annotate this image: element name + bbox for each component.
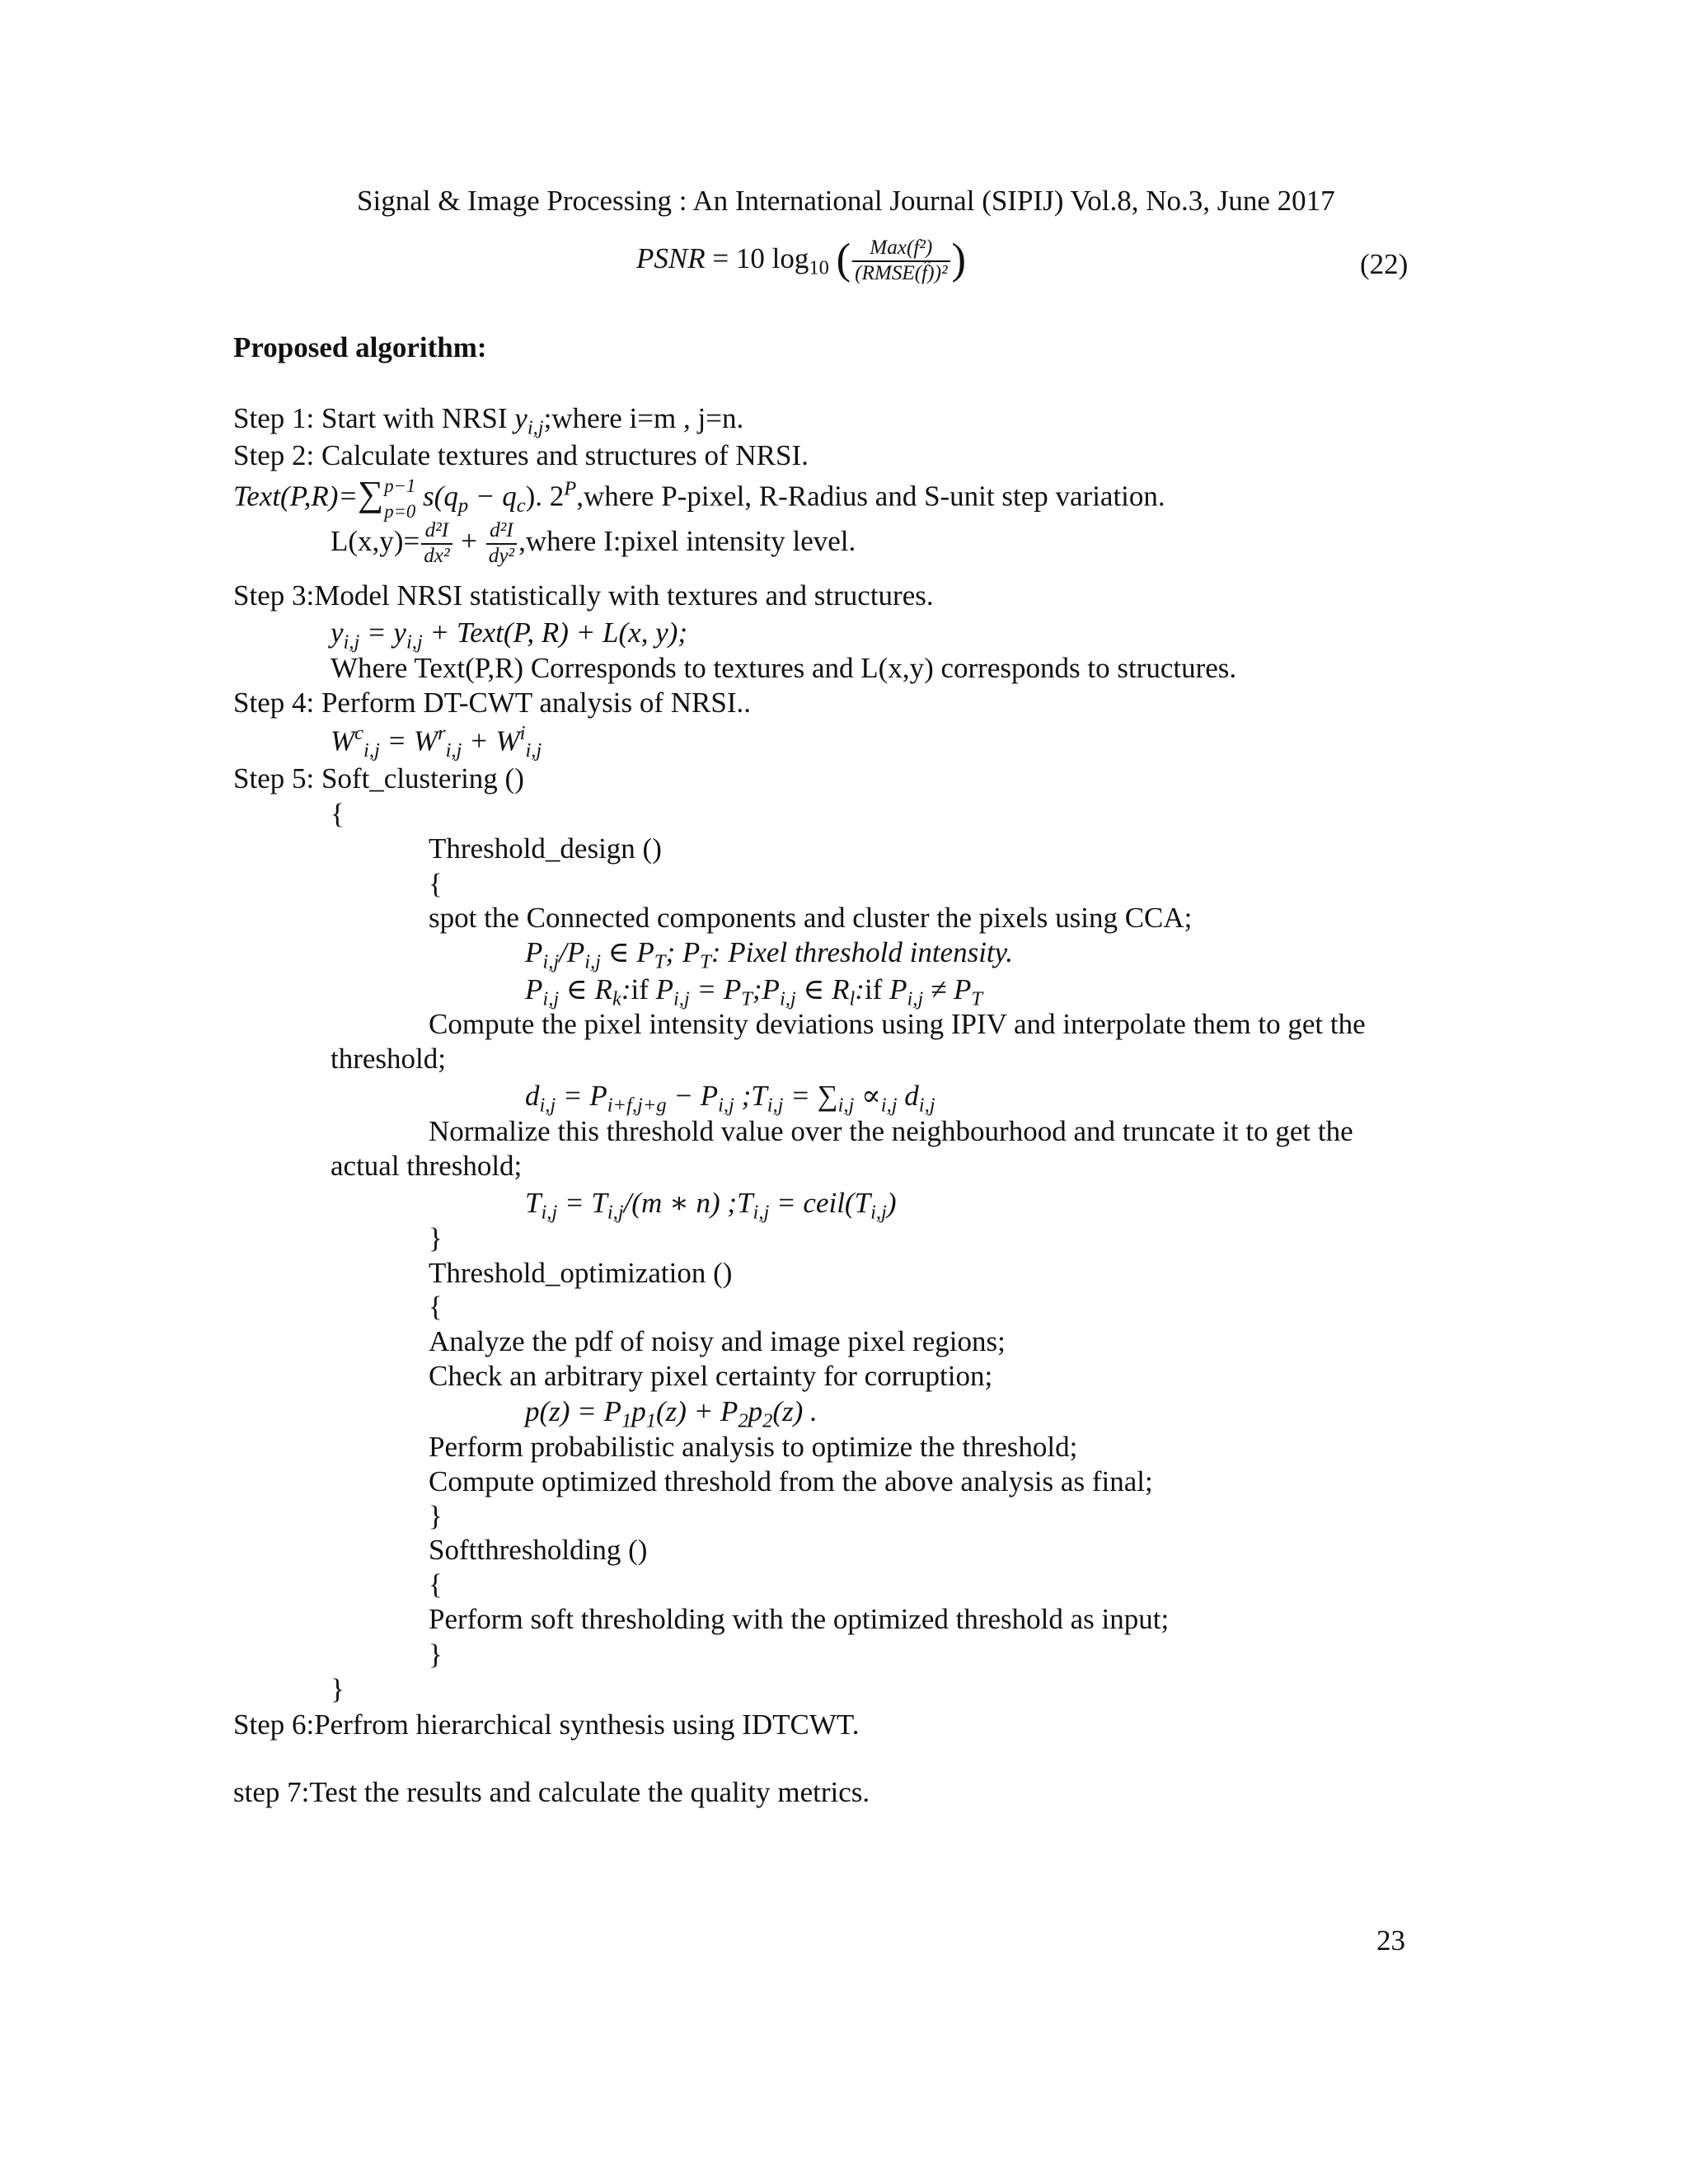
psnr-lhs: PSNR [636,242,706,274]
threshold-optimization: Threshold_optimization () [429,1257,733,1289]
psnr-log-base: 10 [809,256,829,279]
fraction-dx: $\frac{\text{d²I}}{\text{dx²}}$ [421,519,452,569]
rk-equation: $P_{i,j}$ ∈ $R_k:if$ $P_{i,j}$ = $P_T;P_{i,j}$ ∈ $R_l:if$ $P_{i,j} \ne P_T$ [525,973,982,1010]
laplacian-equation: L(x,y)= $\frac{\text{d²I}}{\text{dx²}}$ + $\frac{\text{d²I}}{\text{dy²}}$ ,where I:pixel intensity level. [331,519,856,567]
softthresholding: Softthresholding () [429,1534,648,1566]
step-5: Step 5: Soft_clustering () [233,762,524,794]
psnr-equation: PSNR = 10 $\log_{10}$ ( $\frac{\text{Max(f²)}}{\text{(RMSE(f̂))²}}$ ) [636,235,966,284]
journal-header: Signal & Image Processing : An International Journal (SIPIJ) Vol.8, No.3, June 2017 [357,185,1335,217]
text-pr-equation: Text(P,R)=∑ p−1 p=0 $s(q_p - q_c)$. $2^P,where$ P-pixel, R-Radius and S-unit step variation. [233,474,1165,522]
section-title: Proposed algorithm: [233,331,487,363]
brace-open-design: { [429,868,443,900]
brace-open-outer: { [331,798,345,830]
psnr-denominator: (RMSE(f̂))² [855,261,948,284]
check-pixel: Check an arbitrary pixel certainty for corruption; [429,1360,993,1392]
threshold-design: Threshold_design () [429,832,662,865]
brace-close-soft: } [429,1638,443,1671]
model-equation: $y_{i,j} = y_{i,j}$ + Text(P, R) + L(x, y); [331,616,688,654]
equation-number: (22) [1360,248,1409,280]
compute-deviations: Compute the pixel intensity deviations using IPIV and interpolate them to get the [429,1008,1366,1040]
step-1: Step 1: Start with NRSI $y_{i,j};where$ i=m , j=n. [233,402,744,439]
psnr-numerator: Max(f²) [852,237,950,262]
step-7: step 7:Test the results and calculate the quality metrics. [233,1776,870,1808]
analyze-pdf: Analyze the pdf of noisy and image pixel regions; [429,1325,1006,1357]
perform-soft: Perform soft thresholding with the optimized threshold as input; [429,1603,1170,1635]
brace-close-design: } [429,1222,443,1254]
brace-close-optimization: } [429,1500,443,1532]
normalize-threshold: Normalize this threshold value over the neighbourhood and truncate it to get the [429,1115,1353,1147]
step-2: Step 2: Calculate textures and structures of NRSI. [233,439,809,471]
spot-cca: spot the Connected components and cluster the pixels using CCA; [429,902,1193,934]
pz-equation: $p(z) = P_1p_1(z) + P_2p_2(z)$ . [525,1395,818,1432]
dij-equation: $d_{i,j} = P_{i+f,j+g} - P_{i,j}$ $;T_{i,j} = \sum_{i,j} \propto_{i,j}$ $d_{i,j}$ [525,1080,935,1117]
model-where: Where Text(P,R) Corresponds to textures and L(x,y) corresponds to structures. [331,652,1237,684]
tij-equation: $T_{i,j} = T_{i,j}/(m$ ∗ n) $;T_{i,j}$ = $ceil(T_{i,j})$ [525,1187,897,1224]
compute-deviations-cont: threshold; [331,1043,446,1075]
brace-open-optimization: { [429,1291,443,1323]
page-number: 23 [1376,1924,1405,1957]
step-3: Step 3:Model NRSI statistically with textures and structures. [233,579,934,612]
brace-open-soft: { [429,1568,443,1601]
compute-optimized: Compute optimized threshold from the above analysis as final; [429,1465,1153,1497]
fraction-dy: $\frac{\text{d²I}}{\text{dy²}}$ [486,519,517,569]
psnr-eq-log: = 10 log [712,242,809,274]
perform-probabilistic: Perform probabilistic analysis to optimize the threshold; [429,1431,1078,1463]
dtcwt-equation: $W^c_{i,j} = W^r_{i,j} + W^i_{i,j}$ [331,722,542,762]
pij-equation: $P_{i,j}/P_{i,j}$ ∈ $P_T$; $P_T$: Pixel threshold intensity. [525,936,1014,973]
psnr-fraction [852,237,950,286]
normalize-threshold-cont: actual threshold; [331,1150,523,1182]
step-4: Step 4: Perform DT-CWT analysis of NRSI.. [233,687,752,719]
step-6: Step 6:Perfrom hierarchical synthesis using IDTCWT. [233,1708,860,1741]
brace-close-outer: } [331,1673,345,1705]
